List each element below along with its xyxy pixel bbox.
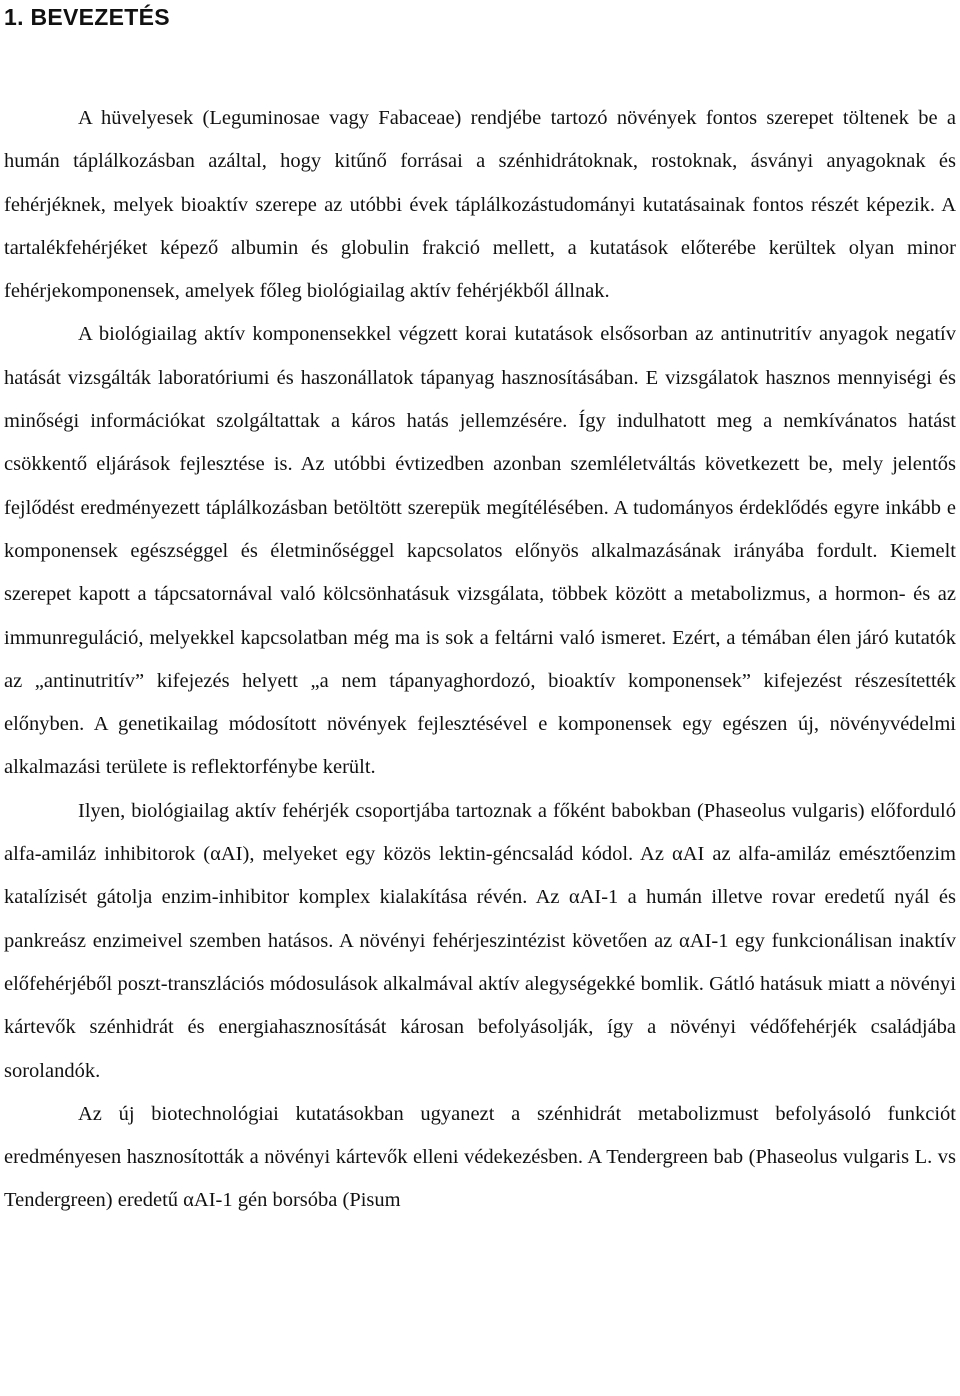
body-text <box>4 97 956 1223</box>
paragraph-biotechnology: Az új biotechnológiai kutatásokban ugyanezt a szénhidrát metabolizmust befolyásoló funkciót eredményesen hasznosították a növényi kártevők elleni védekezésben. A Tendergreen bab (Phaseolus vulgaris L. vs Tendergreen) eredetű αAI-1 gén borsóba (Pisum <box>4 1102 956 1212</box>
section-heading: 1. BEVEZETÉS <box>4 4 170 30</box>
paragraph-bioactive-research: A biológiailag aktív komponensekkel végzett korai kutatások elsősorban az antinutritív anyagok negatív hatását vizsgálták laboratóriumi és haszonállatok tápanyag hasznosításában. E vizsgálatok hasznos mennyiségi és minőségi információkat szolgáltattak a káros hatás jellemzésére. Így indulhatott meg a nemkívánatos hatást csökkentő eljárások fejlesztése is. Az utóbbi évtizedben azonban szemléletváltás következett be, mely jelentős fejlődést eredményezett táplálkozásban betöltött szerepük megítélésében. A tudományos érdeklődés egyre inkább e komponensek egészséggel és életminőséggel kapcsolatos előnyös alkalmazásának irányába fordult. Kiemelt szerepet kapott a tápcsatornával való kölcsönhatásuk vizsgálata, többek között a metabolizmus, a hormon- és az immunreguláció, melyekkel kapcsolatban még ma is sok a feltárni való ismeret. Ezért, a témában élen járó kutatók az „antinutritív” kifejezés helyett „a nem tápanyaghordozó, bioaktív komponensek” kifejezést részesítették előnyben. A genetikailag módosított növények fejlesztésével e komponensek egy egészen új, növényvédelmi alkalmazási területe is reflektorfénybe került. <box>4 323 956 779</box>
paragraph-intro: A hüvelyesek (Leguminosae vagy Fabaceae) rendjébe tartozó növények fontos szerepet töltenek be a humán táplálkozásban azáltal, hogy kitűnő forrásai a szénhidrátoknak, rostoknak, ásványi anyagoknak és fehérjéknek, melyek bioaktív szerepe az utóbbi évek táplálkozástudományi kutatásainak fontos részét képezik. A tartalékfehérjéket képező albumin és globulin frakció mellett, a kutatások előterébe kerültek olyan minor fehérjekomponensek, amelyek főleg biológiailag aktív fehérjékből állnak. <box>4 107 956 303</box>
paragraph-alpha-amylase-inhibitors: Ilyen, biológiailag aktív fehérjék csoportjába tartoznak a főként babokban (Phaseolus vulgaris) előforduló alfa-amiláz inhibitorok (αAI), melyeket egy közös lektin-géncsalád kódol. Az αAI az alfa-amiláz emésztőenzim katalízisét gátolja enzim-inhibitor komplex kialakítása révén. Az αAI-1 a humán illetve rovar eredetű nyál és pankreász enzimeivel szemben hatásos. A növényi fehérjeszintézist követően az αAI-1 egy funkcionálisan inaktív előfehérjéből poszt-transzlációs módosulások alkalmával aktív alegységekké bomlik. Gátló hatásuk miatt a növényi kártevők szénhidrát és energiahasznosítását károsan befolyásolják, így a növényi védőfehérjék családjába sorolandók. <box>4 799 956 1082</box>
